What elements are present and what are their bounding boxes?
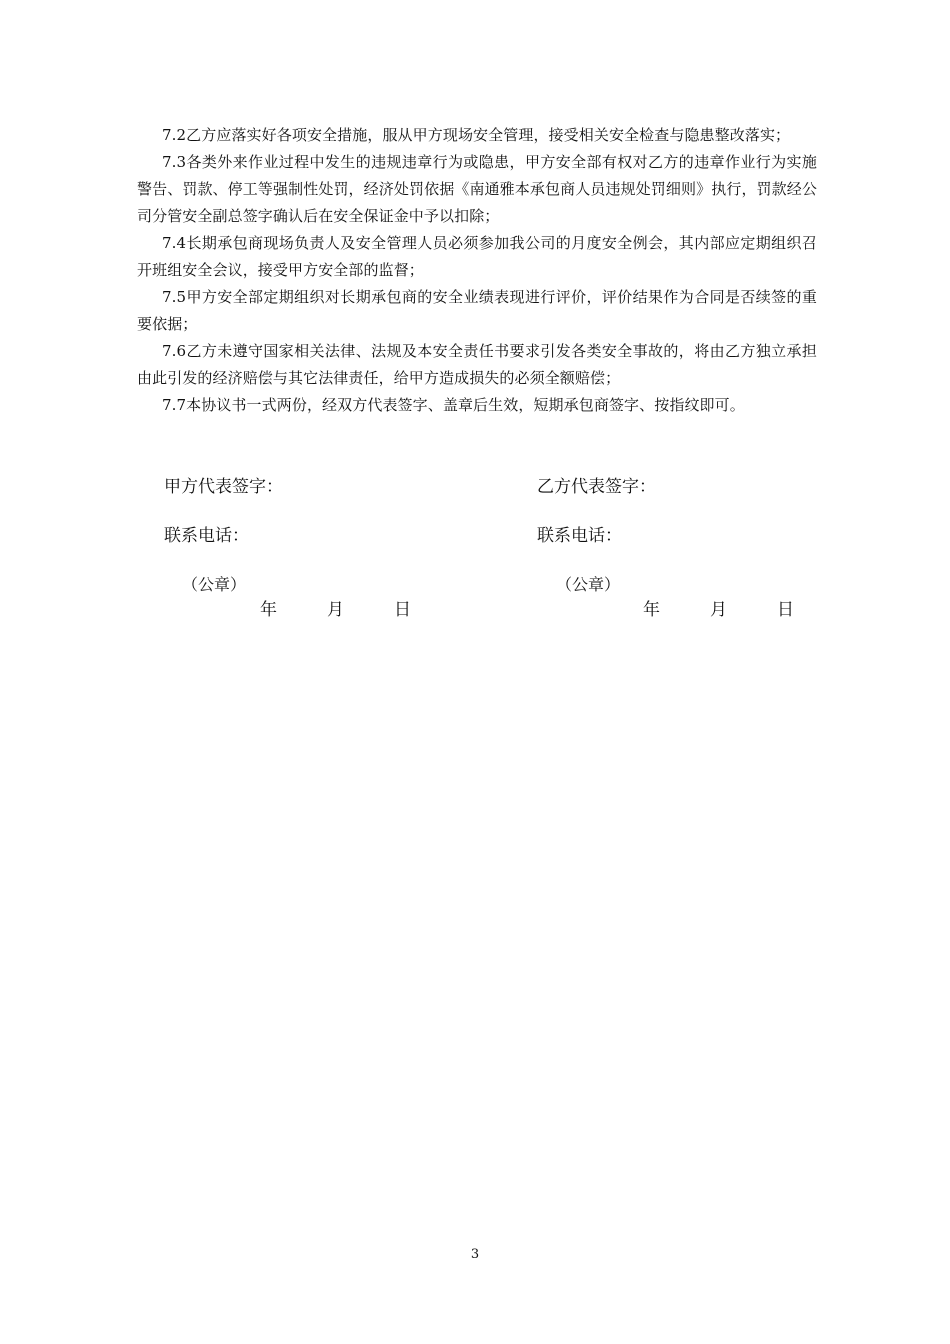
party-a-seal-label: （公章）: [182, 575, 247, 594]
party-a-signature-label: 甲方代表签字：: [164, 477, 283, 497]
party-b-signature-label: 乙方代表签字：: [537, 477, 656, 497]
clause-7-5: 7.5甲方安全部定期组织对长期承包商的安全业绩表现进行评价，评价结果作为合同是否续签的重要依据；: [137, 288, 817, 333]
clause-7-3: 7.3各类外来作业过程中发生的违规违章行为或隐患，甲方安全部有权对乙方的违章作业行为实施警告、罚款、停工等强制性处罚，经济处罚依据《南通雅本承包商人员违规处罚细则》执行，罚款经公司分管安全副总签字确认后在安全保证金中予以扣除；: [137, 153, 817, 225]
page-number: 3: [470, 1247, 480, 1262]
party-b-date-day: 日: [777, 600, 794, 620]
party-a-date-month: 月: [327, 600, 344, 620]
party-a-phone-label: 联系电话：: [164, 526, 249, 546]
party-b-date-year: 年: [643, 600, 660, 620]
party-b-seal-label: （公章）: [556, 575, 621, 594]
clause-7-2: 7.2乙方应落实好各项安全措施，服从甲方现场安全管理，接受相关安全检查与隐患整改落实；: [162, 126, 791, 144]
clause-7-4: 7.4长期承包商现场负责人及安全管理人员必须参加我公司的月度安全例会，其内部应定期组织召开班组安全会议，接受甲方安全部的监督；: [137, 234, 817, 279]
party-a-date-year: 年: [260, 600, 277, 620]
party-b-date-month: 月: [710, 600, 727, 620]
clause-list: [137, 122, 817, 419]
party-b-phone-label: 联系电话：: [537, 526, 622, 546]
clause-7-7: 7.7本协议书一式两份，经双方代表签字、盖章后生效，短期承包商签字、按指纹即可。: [162, 396, 745, 414]
clause-7-6: 7.6乙方未遵守国家相关法律、法规及本安全责任书要求引发各类安全事故的，将由乙方独立承担由此引发的经济赔偿与其它法律责任，给甲方造成损失的必须全额赔偿；: [137, 342, 817, 387]
party-a-date-day: 日: [394, 600, 411, 620]
